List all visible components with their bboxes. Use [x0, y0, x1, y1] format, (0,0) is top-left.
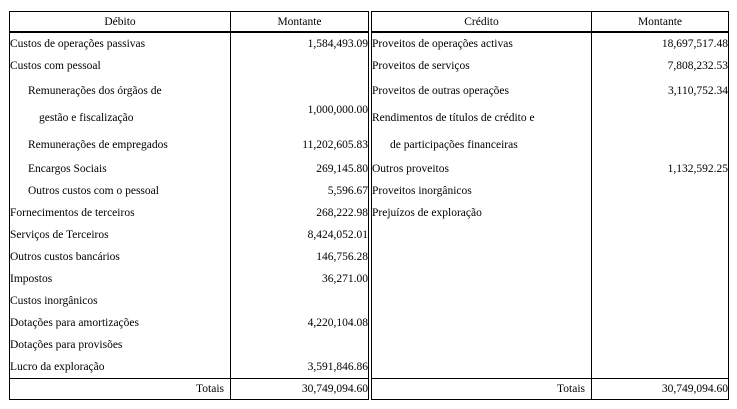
debit-amount: [231, 55, 369, 77]
debit-amount: 36,271.00: [231, 268, 369, 290]
credit-label: Rendimentos de títulos de crédito e: [372, 104, 592, 131]
debit-amount-header: Montante: [231, 12, 369, 33]
credit-amount: [592, 268, 729, 290]
table-row: [10, 290, 729, 312]
debit-amount: [231, 290, 369, 312]
table-row: [10, 77, 729, 104]
credit-label: [372, 356, 592, 379]
table-row: [10, 246, 729, 268]
ledger-table: [9, 11, 729, 400]
debit-amount: [231, 334, 369, 356]
debit-amount: 5,596.67: [231, 180, 369, 202]
debit-label: Custos inorgânicos: [10, 290, 231, 312]
debit-label: Dotações para amortizações: [10, 312, 231, 334]
credit-header: Crédito: [372, 12, 592, 33]
credit-label: [372, 290, 592, 312]
credit-label: Proveitos inorgânicos: [372, 180, 592, 202]
table-row: [10, 224, 729, 246]
credit-amount: [592, 180, 729, 202]
totals-row: [10, 379, 729, 400]
table-row: [10, 268, 729, 290]
credit-label: Proveitos de outras operações: [372, 77, 592, 104]
debit-label: Remunerações dos órgãos de: [10, 77, 231, 104]
credit-total-amount: 30,749,094.60: [592, 379, 729, 400]
debit-amount: 146,756.28: [231, 246, 369, 268]
debit-label: gestão e fiscalização: [10, 104, 231, 131]
credit-amount: [592, 356, 729, 379]
debit-label: Remunerações de empregados: [10, 131, 231, 158]
credit-label: [372, 246, 592, 268]
debit-amount: 3,591,846.86: [231, 356, 369, 379]
credit-amount: [592, 334, 729, 356]
credit-amount: 7,808,232.53: [592, 55, 729, 77]
credit-label: [372, 224, 592, 246]
debit-amount: 4,220,104.08: [231, 312, 369, 334]
debit-amount: 1,584,493.09: [231, 32, 369, 55]
debit-label: Fornecimentos de terceiros: [10, 202, 231, 224]
table-row: [10, 180, 729, 202]
debit-amount: 11,202,605.83: [231, 131, 369, 158]
table-row: [10, 312, 729, 334]
debit-label: Outros custos bancários: [10, 246, 231, 268]
table-row: [10, 334, 729, 356]
table-row: [10, 158, 729, 180]
credit-label: Proveitos de serviços: [372, 55, 592, 77]
debit-total-amount: 30,749,094.60: [231, 379, 369, 400]
debit-label: Outros custos com o pessoal: [10, 180, 231, 202]
credit-amount: [592, 202, 729, 224]
credit-label: Prejuízos de exploração: [372, 202, 592, 224]
debit-label: Lucro da exploração: [10, 356, 231, 379]
credit-label: de participações financeiras: [372, 131, 592, 158]
credit-label: [372, 334, 592, 356]
table-row: [10, 104, 729, 131]
debit-amount: 8,424,052.01: [231, 224, 369, 246]
debit-label: Custos de operações passivas: [10, 32, 231, 55]
debit-label: Dotações para provisões: [10, 334, 231, 356]
debit-amount: 268,222.98: [231, 202, 369, 224]
income-statement: [9, 11, 729, 400]
credit-amount: [592, 312, 729, 334]
table-row: [10, 131, 729, 158]
debit-amount: 269,145.80: [231, 158, 369, 180]
credit-amount: [592, 290, 729, 312]
debit-label: Custos com pessoal: [10, 55, 231, 77]
debit-header: Débito: [10, 12, 231, 33]
debit-amount: 1,000,000.00: [231, 104, 369, 131]
credit-amount: [592, 131, 729, 158]
header-row: [10, 12, 729, 33]
credit-amount: [592, 246, 729, 268]
credit-totals-label: Totais: [372, 379, 592, 400]
debit-label: Impostos: [10, 268, 231, 290]
debit-amount: [231, 77, 369, 104]
debit-totals-label: Totais: [10, 379, 231, 400]
credit-amount: [592, 224, 729, 246]
credit-amount: [592, 104, 729, 131]
credit-amount-header: Montante: [592, 12, 729, 33]
credit-label: Outros proveitos: [372, 158, 592, 180]
table-row: [10, 32, 729, 55]
table-row: [10, 202, 729, 224]
credit-amount: 3,110,752.34: [592, 77, 729, 104]
debit-label: Encargos Sociais: [10, 158, 231, 180]
debit-label: Serviços de Terceiros: [10, 224, 231, 246]
credit-label: [372, 268, 592, 290]
table-row: [10, 356, 729, 379]
credit-amount: 18,697,517.48: [592, 32, 729, 55]
credit-label: Proveitos de operações activas: [372, 32, 592, 55]
credit-amount: 1,132,592.25: [592, 158, 729, 180]
table-row: [10, 55, 729, 77]
credit-label: [372, 312, 592, 334]
